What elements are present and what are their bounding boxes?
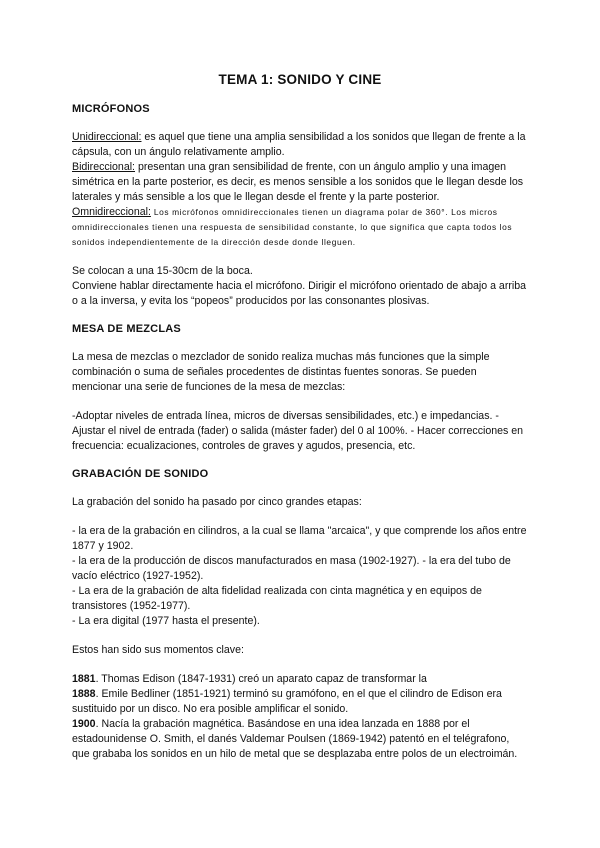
paragraph-mesa-intro: La mesa de mezclas o mezclador de sonido realiza muchas más funciones que la simple combinación o suma de señales procedentes de distintas fuentes sonoras. Se pueden mencionar una serie de funciones de la mesa de mezclas: — [72, 351, 490, 393]
list-item-era: - la era de la grabación en cilindros, a la cual se llama "arcaica", y que comprende los años entre 1877 y 1902. — [72, 525, 527, 552]
moment-year: 1900 — [72, 718, 96, 730]
paragraph-bidireccional — [72, 160, 528, 205]
definition-omnidireccional: Los micrófonos omnidireccionales tienen un diagrama polar de 360°. Los micros omnidireccionales tienen una respuesta de sensibilidad constante, lo que significa que capta todos los sonidos independientemente de la dirección desde donde lleguen. — [72, 207, 513, 247]
list-item-era: - La era digital (1977 hasta el presente). — [72, 615, 260, 627]
moment-text: . Nacía la grabación magnética. Basándose en una idea lanzada en 1888 por el estadounidense O. Smith, el danés Valdemar Poulsen (1869-1942) patentó en el telégrafono, que grababa los sonidos en un hilo de metal que se desplazaba entre polos de un electroimán. — [72, 718, 518, 760]
spacer — [72, 629, 528, 643]
term-omnidireccional: Omnidireccional: — [72, 206, 151, 218]
moment-text: . Emile Bedliner (1851-1921) terminó su gramófono, en el que el cilindro de Edison era sustituido por un disco. No era posible amplificar el sonido. — [72, 688, 502, 715]
term-bidireccional: Bidireccional: — [72, 161, 136, 173]
list-item-era: - la era de la producción de discos manufacturados en masa (1902-1927). - la era del tubo de vacío eléctrico (1927-1952). — [72, 555, 511, 582]
document-title: TEMA 1: SONIDO Y CINE — [218, 72, 382, 87]
section-heading-mesa: MESA DE MEZCLAS — [72, 323, 181, 335]
moment-item — [72, 717, 528, 762]
paragraph-position-1: Se colocan a una 15-30cm de la boca. — [72, 265, 253, 277]
paragraph-mesa-functions: -Adoptar niveles de entrada línea, micros de diversas sensibilidades, etc.) e impedancias. - Ajustar el nivel de entrada (fader) o salida (máster fader) del 0 al 100%. - Hacer correcciones en frecuencia: ecualizaciones, controles de graves y agudos, presencia, etc. — [72, 410, 524, 452]
moment-text: . Thomas Edison (1847-1931) creó un aparato capaz de transformar la — [95, 673, 427, 685]
section-heading-microfonos: MICRÓFONOS — [72, 103, 150, 115]
moment-year: 1881 — [72, 673, 96, 685]
spacer — [72, 395, 528, 409]
moment-year: 1888 — [72, 688, 96, 700]
spacer — [72, 658, 528, 672]
list-item-era: - La era de la grabación de alta fidelidad realizada con cinta magnética y en equipos de transistores (1952-1977). — [72, 585, 482, 612]
paragraph-grabacion-intro: La grabación del sonido ha pasado por cinco grandes etapas: — [72, 496, 362, 508]
spacer — [72, 250, 528, 264]
spacer — [72, 454, 528, 468]
paragraph-moments-intro: Estos han sido sus momentos clave: — [72, 644, 244, 656]
spacer — [72, 309, 528, 323]
moment-item — [72, 672, 528, 687]
moment-item — [72, 687, 528, 717]
paragraph-unidireccional — [72, 130, 528, 160]
spacer — [72, 510, 528, 524]
definition-unidireccional: es aquel que tiene una amplia sensibilidad a los sonidos que llegan de frente a la cápsula, con un ángulo relativamente amplio. — [72, 131, 526, 158]
paragraph-omnidireccional — [72, 205, 528, 250]
section-heading-grabacion: GRABACIÓN DE SONIDO — [72, 468, 209, 480]
paragraph-position-2: Conviene hablar directamente hacia el micrófono. Dirigir el micrófono orientado de abajo a arriba o a la inversa, y evita los “popeos” producidos por las consonantes plosivas. — [72, 280, 527, 307]
term-unidireccional: Unidireccional: — [72, 131, 142, 143]
definition-bidireccional: presentan una gran sensibilidad de frente, con un ángulo amplio y una imagen simétrica en la parte posterior, es decir, es menos sensible a los sonidos que le llegan desde los laterales y más sensible a los que le llegan desde el frente y la parte posterior. — [72, 161, 524, 203]
